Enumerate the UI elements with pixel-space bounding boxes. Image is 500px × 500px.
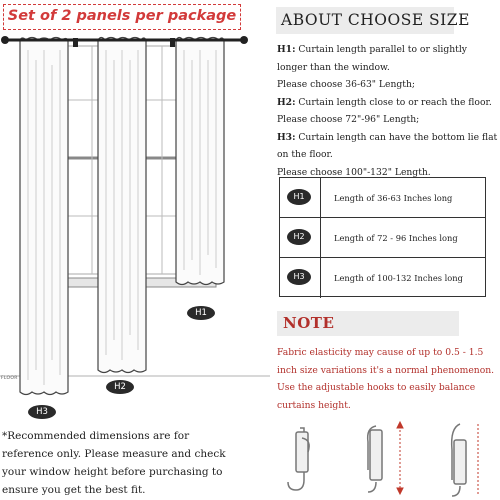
h1-choose: Please choose 36-63" Length;	[277, 79, 415, 90]
package-banner: Set of 2 panels per package	[3, 4, 241, 30]
curtain-hook-adjust-icon	[368, 426, 382, 492]
curtain-hook-extended-icon	[452, 424, 466, 496]
size-row-badge-cell	[280, 258, 321, 298]
h2-badge: H2	[106, 380, 134, 394]
curtain-panel-short	[176, 38, 224, 285]
h2-label: H2:	[277, 96, 296, 108]
size-row-text: Length of 100-132 Inches long	[334, 273, 463, 283]
reference-footnote: *Recommended dimensions are for reference only. Please measure and check your window height before purchasing to ensure you get the best fit.	[2, 430, 226, 496]
size-row-text: Length of 72 - 96 Inches long	[334, 233, 458, 243]
h3-label: H3:	[277, 131, 296, 143]
adjustable-hooks-illustration	[278, 420, 500, 500]
size-row-badge-cell	[280, 178, 321, 217]
curtain-hook-icon	[288, 428, 309, 490]
about-size-title: ABOUT CHOOSE SIZE	[276, 7, 454, 34]
note-title: NOTE	[277, 311, 459, 336]
size-description	[277, 41, 499, 181]
curtain-illustration	[0, 30, 270, 425]
note-text: Fabric elasticity may cause of up to 0.5 - 1.5 inch size variations it's a normal phenomenon. Use the adjustable hooks to easily balance curtains height.	[277, 347, 495, 411]
h3-choose: Please choose 100"-132" Length.	[277, 166, 431, 178]
curtain-panel-long	[20, 38, 68, 395]
size-badge: H1	[287, 189, 311, 205]
size-row-text: Length of 36-63 Inches long	[334, 193, 453, 203]
size-row-h3	[280, 258, 485, 298]
size-row-h1	[280, 178, 485, 218]
h1-label: H1:	[277, 44, 296, 55]
size-badge: H2	[287, 229, 311, 245]
size-row-badge-cell	[280, 218, 321, 257]
h2-description: Curtain length close to or reach the floor.	[295, 96, 492, 108]
floor-label: FLOOR	[1, 376, 18, 381]
size-table	[279, 177, 486, 297]
curtain-panel-medium	[98, 38, 146, 373]
h3-description: Curtain length can have the bottom lie flat on the floor.	[277, 131, 498, 160]
size-row-h2	[280, 218, 485, 258]
h1-description: Curtain length parallel to or slightly longer than the window.	[277, 44, 467, 73]
height-adjust-arrow	[397, 422, 403, 494]
h1-badge: H1	[187, 306, 215, 320]
h3-badge: H3	[28, 405, 56, 419]
size-badge: H3	[287, 269, 311, 285]
h2-choose: Please choose 72"-96" Length;	[277, 114, 420, 125]
